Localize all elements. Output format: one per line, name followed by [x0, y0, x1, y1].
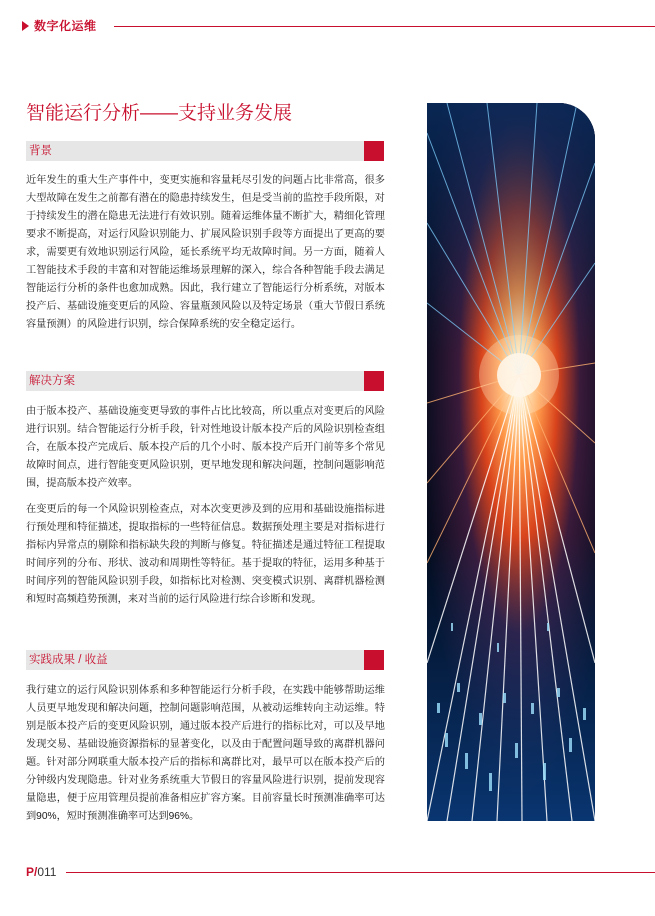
red-square-marker — [364, 650, 384, 670]
section-heading-results — [26, 650, 384, 670]
header-rule — [114, 26, 655, 27]
data-tunnel-image — [427, 103, 595, 821]
page-number — [26, 864, 56, 880]
top-header — [22, 18, 655, 34]
page-number-value: 011 — [37, 865, 57, 879]
background-paragraph: 近年发生的重大生产事件中，变更实施和容量耗尽引发的问题占比非常高，很多大型故障在发生之前都有潜在的隐患持续发生，但是受当前的监控手段所限，对于持续发生的潜在隐患无法进行有效识别。随着运维体量不断扩大，精细化管理要求不断提高，对运行风险识别能力、扩展风险识别手段等方面提出了更高的要求，需要更有效地识别运行风险，延长系统平均无故障时间。另一方面，随着人工智能技术手段的丰富和对智能运维场景理解的深入，综合各种智能手段去满足智能运行分析的条件也愈加成熟。因此，我行建立了智能运行分析系统，对版本投产后、基础设施变更后的风险、容量瓶颈风险以及特定场景（重大节假日系统容量预测）的风险进行识别，综合保障系统的安全稳定运行。 — [26, 175, 385, 330]
page-title: 智能运行分析——支持业务发展 — [26, 103, 293, 124]
play-arrow-icon — [22, 21, 29, 31]
solution-paragraph-2: 在变更后的每一个风险识别检查点，对本次变更涉及到的应用和基础设施指标进行预处理和特征描述，提取指标的一些特征信息。数据预处理主要是对指标进行指标内异常点的剔除和指标缺失段的判断与修复。特征描述是通过特征工程提取时间序列的分布、形状、波动和周期性等特征。基于提取的特征，运用多种基于时间序列的智能风险识别手段，如指标比对检测、突变模式识别、离群机器检测和短时高频趋势预测，来对当前的运行风险进行综合诊断和发现。 — [26, 504, 385, 605]
red-square-marker — [364, 141, 384, 161]
results-paragraph: 我行建立的运行风险识别体系和多种智能运行分析手段，在实践中能够帮助运维人员更早地发现和解决问题，控制问题影响范围，从被动运维转向主动运维。特别是版本投产后的变更风险识别，通过版本投产后进行的指标比对，可以及早地发现交易、基础设施资源指标的显著变化，以及由于配置问题导致的离群机器问题。针对部分网联重大版本投产后的指标和离群比对，最早可以在版本投产后的分钟级内发现隐患。针对业务系统重大节假日的容量风险进行识别，提前发现容量隐患，便于应用管理员提前准备相应扩容方案。目前容量长时预测准确率可达到90%，短时预测准确率可达到96%。 — [26, 685, 385, 822]
page-prefix: P/ — [26, 865, 38, 879]
section-heading-label: 解决方案 — [29, 375, 75, 387]
solution-paragraph-1: 由于版本投产、基础设施变更导致的事件占比比较高，所以重点对变更后的风险进行识别。结合智能运行分析手段，针对性地设计版本投产后的风险识别检查组合，在版本投产完成后、版本投产后的几个小时、版本投产后开门前等多个常见故障时间点，进行智能变更风险识别，更早地发现和解决问题，控制问题影响范围，提高版本投产效率。 — [26, 406, 385, 489]
section-heading-solution — [26, 371, 384, 391]
footer-rule — [66, 872, 655, 873]
red-square-marker — [364, 371, 384, 391]
section-heading-label: 实践成果 / 收益 — [29, 654, 108, 666]
section-label: 数字化运维 — [34, 19, 97, 33]
section-heading-label: 背景 — [29, 145, 52, 157]
data-tunnel-svg — [427, 103, 595, 821]
section-heading-background — [26, 141, 384, 161]
